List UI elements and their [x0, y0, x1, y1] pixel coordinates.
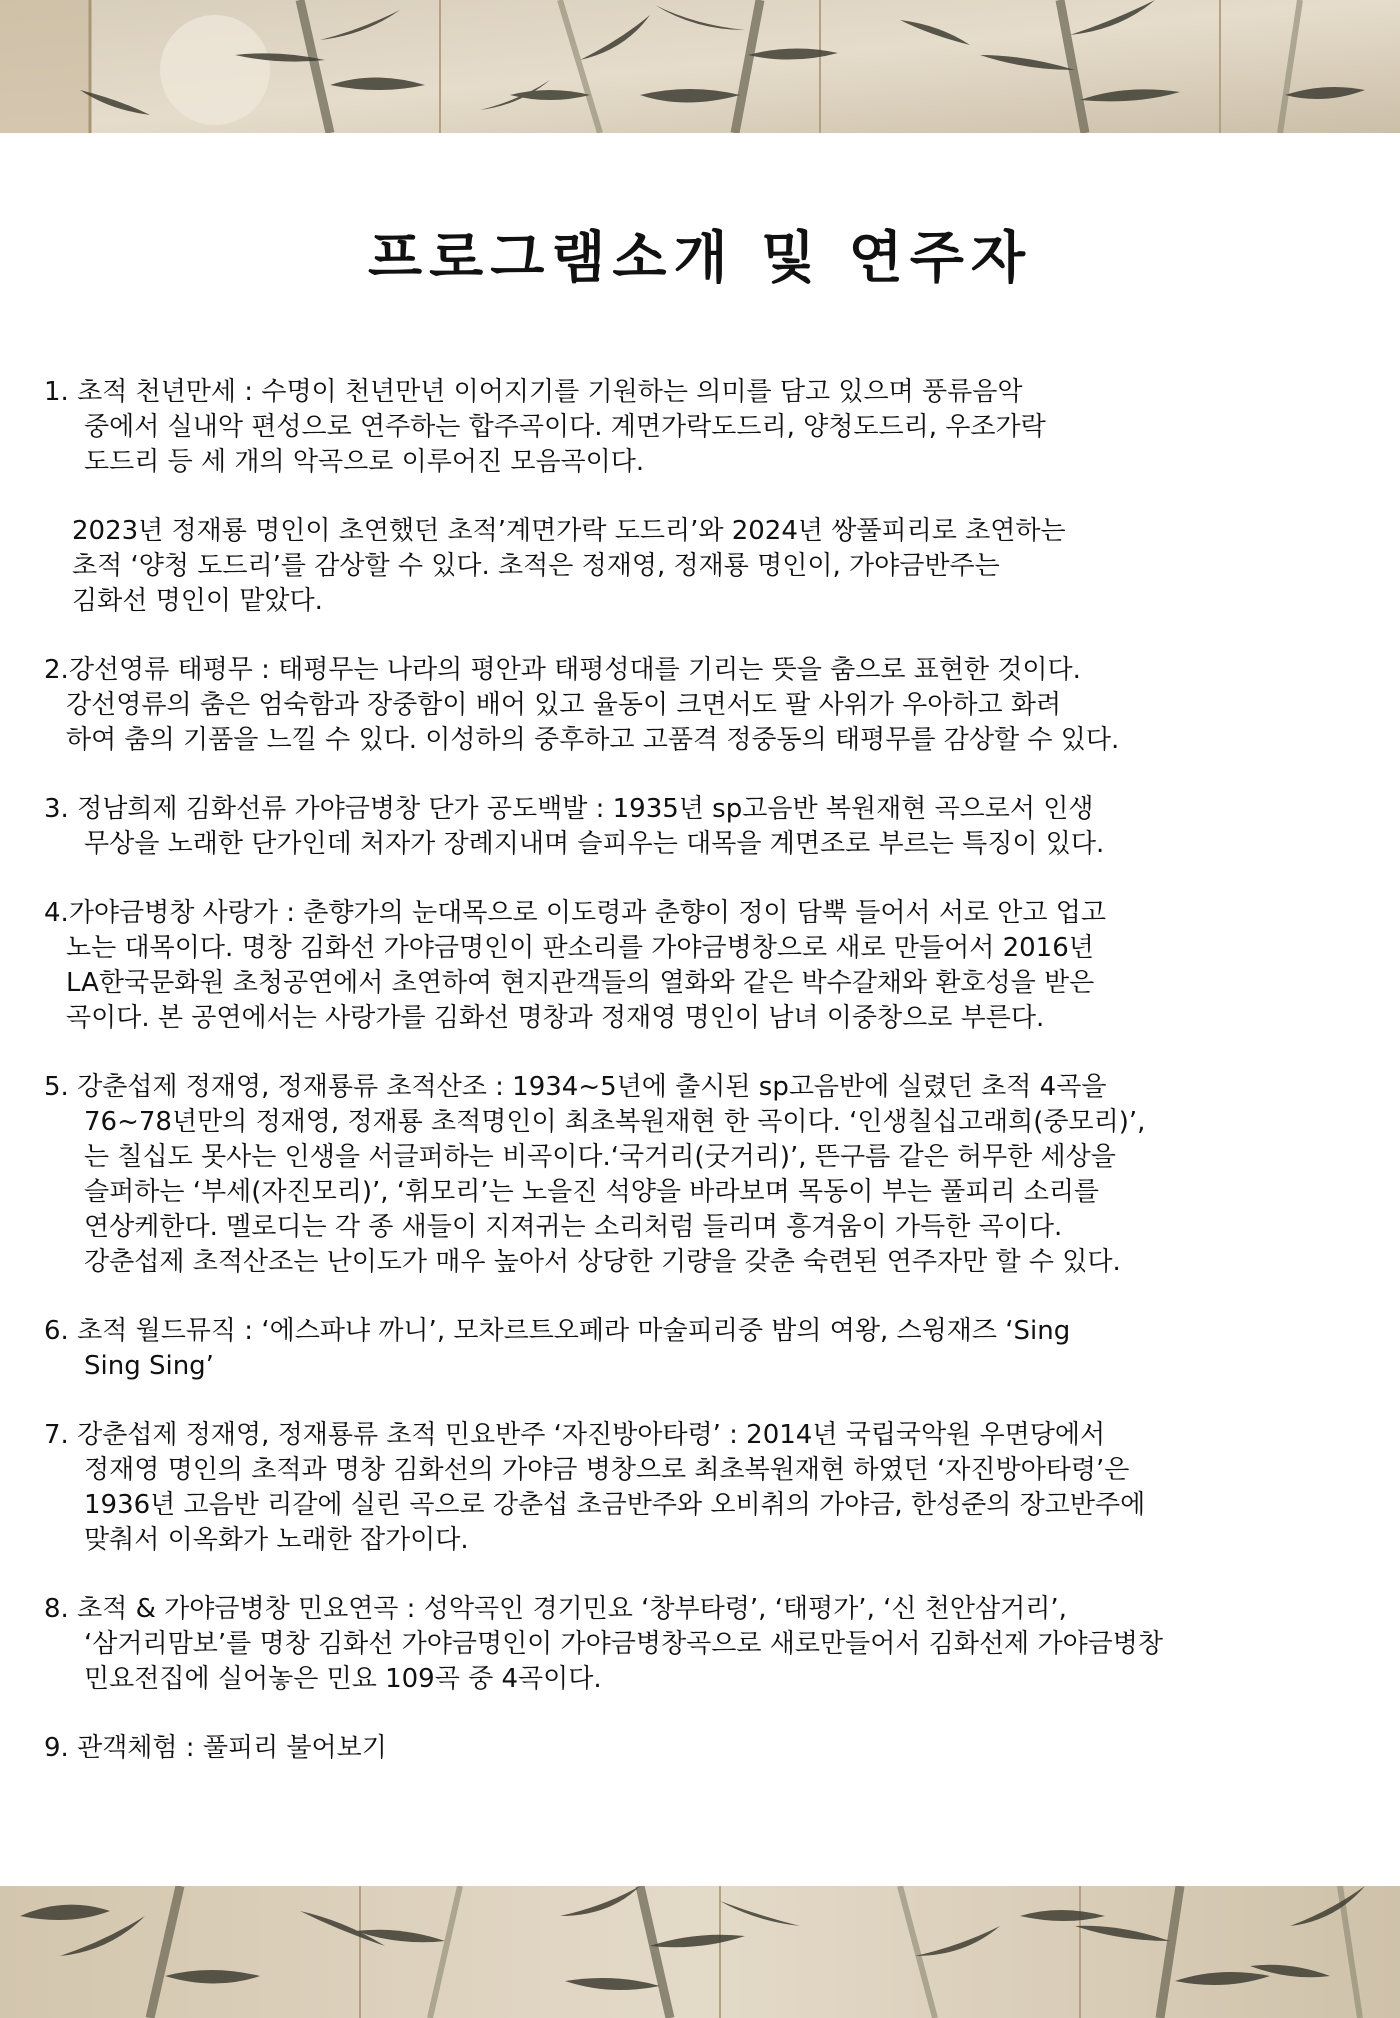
- program-item-first-line: 초적 & 가야금병창 민요연곡 : 성악곡인 경기민요 ‘창부타령’, ‘태평가’, ‘신 천안삼거리’,: [77, 1594, 1067, 1624]
- program-item-continuation: 도드리 등 세 개의 악곡으로 이루어진 모음곡이다.: [84, 447, 645, 477]
- program-item-6: [44, 1314, 1366, 1384]
- program-item-9: [44, 1731, 1366, 1766]
- bamboo-painting-banner-bottom: [0, 1886, 1400, 2018]
- program-item-8: [44, 1592, 1366, 1697]
- program-item-5: [44, 1070, 1366, 1280]
- subparagraph-line: 김화선 명인이 맡았다.: [72, 586, 323, 616]
- program-item-2: [44, 653, 1366, 758]
- program-item-continuation: 연상케한다. 멜로디는 각 종 새들이 지져귀는 소리처럼 들리며 흥겨움이 가득한 곡이다.: [84, 1212, 1063, 1242]
- program-item-number: 3.: [44, 794, 78, 824]
- program-item-number: 6.: [44, 1316, 78, 1346]
- program-item-head: [44, 1731, 1366, 1766]
- program-item-head: [44, 1070, 1366, 1105]
- program-item-first-line: 가야금병창 사랑가 : 춘향가의 눈대목으로 이도령과 춘향이 정이 담뿍 들어서 서로 안고 업고: [68, 898, 1107, 928]
- program-item-number: 9.: [44, 1733, 78, 1763]
- program-item-continuation: 76~78년만의 정재영, 정재룡 초적명인이 최초복원재현 한 곡이다. ‘인생칠십고래희(중모리)’,: [84, 1107, 1146, 1137]
- program-item-head: [44, 1592, 1366, 1627]
- bamboo-painting-top-image: [0, 0, 1400, 133]
- program-item-continuation: 민요전집에 실어놓은 민요 109곡 중 4곡이다.: [84, 1664, 602, 1694]
- program-item-7: [44, 1418, 1366, 1558]
- program-item-head: [44, 1314, 1366, 1349]
- program-item-3: [44, 792, 1366, 862]
- program-item-head: [44, 896, 1366, 931]
- subparagraph-line: 초적 ‘양청 도드리’를 감상할 수 있다. 초적은 정재영, 정재룡 명인이, 가야금반주는: [72, 551, 1000, 581]
- page-title: 프로그램소개 및 연주자: [368, 226, 1032, 291]
- program-item-number: 4.: [44, 898, 69, 928]
- program-item-4: [44, 896, 1366, 1036]
- program-item-number: 5.: [44, 1072, 78, 1102]
- program-item-head: [44, 792, 1366, 827]
- program-item-first-line: 강선영류 태평무 : 태평무는 나라의 평안과 태평성대를 기리는 뜻을 춤으로 표현한 것이다.: [68, 655, 1081, 685]
- program-item-first-line: 관객체험 : 풀피리 불어보기: [77, 1733, 387, 1763]
- program-item-continuation: 하여 춤의 기품을 느낄 수 있다. 이성하의 중후하고 고품격 정중동의 태평무를 감상할 수 있다.: [66, 725, 1120, 755]
- program-item-continuation: 중에서 실내악 편성으로 연주하는 합주곡이다. 계면가락도드리, 양청도드리, 우조가락: [84, 412, 1046, 442]
- program-item-continuation: 는 칠십도 못사는 인생을 서글퍼하는 비곡이다.‘국거리(굿거리)’, 뜬구름 같은 허무한 세상을: [84, 1142, 1116, 1172]
- program-item-continuation: 맞춰서 이옥화가 노래한 잡가이다.: [84, 1525, 469, 1555]
- program-item-continuation: 슬퍼하는 ‘부세(자진모리)’, ‘휘모리’는 노을진 석양을 바라보며 목동이 부는 풀피리 소리를: [84, 1177, 1100, 1207]
- program-item-head: [44, 653, 1366, 688]
- subparagraph-line: 2023년 정재룡 명인이 초연했던 초적’계면가락 도드리’와 2024년 쌍풀피리로 초연하는: [72, 516, 1066, 546]
- program-item-number: 2.: [44, 655, 69, 685]
- bamboo-painting-banner-top: [0, 0, 1400, 133]
- program-item-continuation: 강춘섭제 초적산조는 난이도가 매우 높아서 상당한 기량을 갖춘 숙련된 연주자만 할 수 있다.: [84, 1247, 1121, 1277]
- program-item-continuation: 곡이다. 본 공연에서는 사랑가를 김화선 명창과 정재영 명인이 남녀 이중창으로 부른다.: [66, 1003, 1045, 1033]
- program-item-1-subparagraph: [44, 514, 1366, 619]
- program-item-continuation: 강선영류의 춤은 엄숙함과 장중함이 배어 있고 율동이 크면서도 팔 사위가 우아하고 화려: [66, 690, 1062, 720]
- program-item-number: 7.: [44, 1420, 78, 1450]
- program-item-continuation: 무상을 노래한 단가인데 처자가 장례지내며 슬피우는 대목을 계면조로 부르는 특징이 있다.: [84, 829, 1105, 859]
- bamboo-painting-bottom-image: [0, 1886, 1400, 2018]
- program-item-continuation: 노는 대목이다. 명창 김화선 가야금명인이 판소리를 가야금병창으로 새로 만들어서 2016년: [66, 933, 1094, 963]
- program-item-first-line: 강춘섭제 정재영, 정재룡류 초적산조 : 1934~5년에 출시된 sp고음반에 실렸던 초적 4곡을: [77, 1072, 1107, 1102]
- program-item-first-line: 강춘섭제 정재영, 정재룡류 초적 민요반주 ‘자진방아타령’ : 2014년 국립국악원 우면당에서: [77, 1420, 1106, 1450]
- program-item-first-line: 초적 월드뮤직 : ‘에스파냐 까니’, 모차르트오페라 마술피리중 밤의 여왕, 스윙재즈 ‘Sing: [77, 1316, 1071, 1346]
- program-list: [44, 375, 1366, 1766]
- program-item-first-line: 초적 천년만세 : 수명이 천년만년 이어지기를 기원하는 의미를 담고 있으며 풍류음악: [77, 377, 1023, 407]
- program-item-number: 1.: [44, 377, 78, 407]
- program-item-1: [44, 375, 1366, 480]
- program-item-head: [44, 375, 1366, 410]
- program-item-number: 8.: [44, 1594, 78, 1624]
- program-item-continuation: ‘삼거리맘보’를 명창 김화선 가야금명인이 가야금병창곡으로 새로만들어서 김화선제 가야금병창: [84, 1629, 1164, 1659]
- program-item-continuation: LA한국문화원 초청공연에서 초연하여 현지관객들의 열화와 같은 박수갈채와 환호성을 받은: [66, 968, 1095, 998]
- program-item-continuation: 1936년 고음반 리갈에 실린 곡으로 강춘섭 초금반주와 오비취의 가야금, 한성준의 장고반주에: [84, 1490, 1146, 1520]
- program-item-continuation: 정재영 명인의 초적과 명창 김화선의 가야금 병창으로 최초복원재현 하였던 ‘자진방아타령’은: [84, 1455, 1130, 1485]
- program-item-head: [44, 1418, 1366, 1453]
- program-item-continuation: Sing Sing’: [84, 1351, 214, 1381]
- program-item-first-line: 정남희제 김화선류 가야금병창 단가 공도백발 : 1935년 sp고음반 복원재현 곡으로서 인생: [77, 794, 1094, 824]
